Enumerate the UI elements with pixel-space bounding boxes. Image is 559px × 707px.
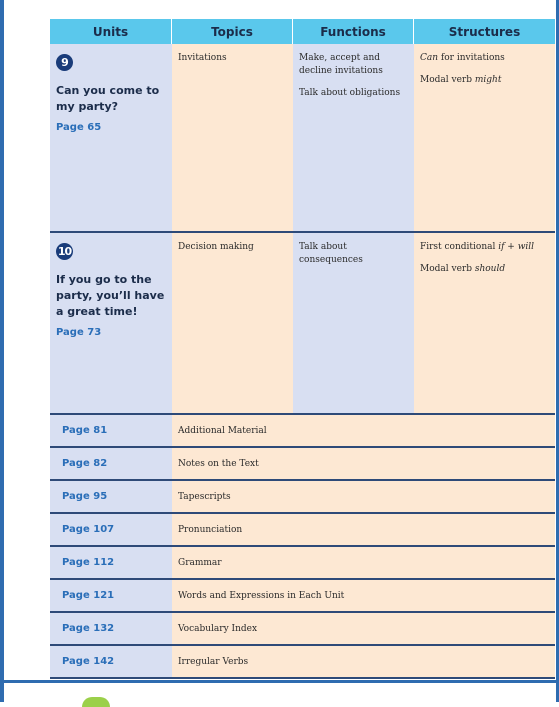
topics-cell xyxy=(172,233,293,413)
page-description: Irregular Verbs xyxy=(172,646,555,677)
structure-emphasis: should xyxy=(474,264,506,274)
header-units: Units xyxy=(50,19,172,44)
function-text: Talk about consequences xyxy=(299,242,363,265)
unit-cell xyxy=(50,233,172,413)
unit-cell xyxy=(50,44,172,231)
unit-title: If you go to the party, you’ll have a great time! xyxy=(56,273,165,318)
page-number-link[interactable]: Page 121 xyxy=(50,580,172,611)
page-frame-left xyxy=(0,0,4,702)
unit-number-badge: 9 xyxy=(56,54,73,71)
page-description: Vocabulary Index xyxy=(172,613,555,644)
topic-text: Decision making xyxy=(178,242,254,252)
header-functions: Functions xyxy=(293,19,414,44)
structure-prefix: Modal verb xyxy=(420,264,475,274)
contents-table xyxy=(50,19,555,679)
unit-page-link[interactable]: Page 73 xyxy=(56,327,102,338)
page-row xyxy=(50,580,555,613)
topic-text: Invitations xyxy=(178,53,227,63)
table-header xyxy=(50,19,555,44)
structure-text xyxy=(420,52,549,65)
structure-text xyxy=(420,241,549,254)
function-text: Talk about obligations xyxy=(299,88,401,98)
page-frame-bottom xyxy=(0,680,559,683)
functions-cell xyxy=(293,233,414,413)
page-description: Tapescripts xyxy=(172,481,555,512)
page-number-link[interactable]: Page 107 xyxy=(50,514,172,545)
header-structures: Structures xyxy=(448,24,521,39)
functions-cell xyxy=(293,44,414,231)
page-row xyxy=(50,481,555,514)
page-row xyxy=(50,415,555,448)
page-row xyxy=(50,448,555,481)
structure-prefix: Modal verb xyxy=(420,75,475,85)
page-number-link[interactable]: Page 112 xyxy=(50,547,172,578)
page-number-link[interactable]: Page 132 xyxy=(50,613,172,644)
unit-row-9 xyxy=(50,44,555,233)
structures-cell xyxy=(414,233,555,413)
topics-cell xyxy=(172,44,293,231)
page-description: Pronunciation xyxy=(172,514,555,545)
page-number-link[interactable]: Page 142 xyxy=(50,646,172,677)
page-number-link[interactable]: Page 82 xyxy=(50,448,172,479)
page-number-link[interactable]: Page 81 xyxy=(50,415,172,446)
decorative-green-shape xyxy=(82,697,110,707)
page-description: Notes on the Text xyxy=(172,448,555,479)
page-row xyxy=(50,646,555,679)
page-row xyxy=(50,547,555,580)
structure-emphasis: if + will xyxy=(498,242,535,252)
unit-title: Can you come to my party? xyxy=(56,84,160,113)
structure-rest: for invitations xyxy=(438,53,505,63)
page-row xyxy=(50,613,555,646)
structures-cell xyxy=(414,44,555,231)
page-row xyxy=(50,514,555,547)
structure-emphasis: Can xyxy=(420,53,439,63)
unit-number-badge: 10 xyxy=(57,245,72,258)
structure-text xyxy=(420,74,549,87)
structure-prefix: First conditional xyxy=(420,242,499,252)
unit-page-link[interactable]: Page 65 xyxy=(56,122,102,133)
structure-emphasis: might xyxy=(474,75,502,85)
page-description: Words and Expressions in Each Unit xyxy=(172,580,555,611)
page-description: Additional Material xyxy=(172,415,555,446)
function-text: Make, accept and decline invitations xyxy=(299,53,383,76)
structure-text xyxy=(420,263,549,276)
page-description: Grammar xyxy=(172,547,555,578)
header-topics: Topics xyxy=(172,19,293,44)
page-number-link[interactable]: Page 95 xyxy=(50,481,172,512)
unit-row-10 xyxy=(50,233,555,415)
